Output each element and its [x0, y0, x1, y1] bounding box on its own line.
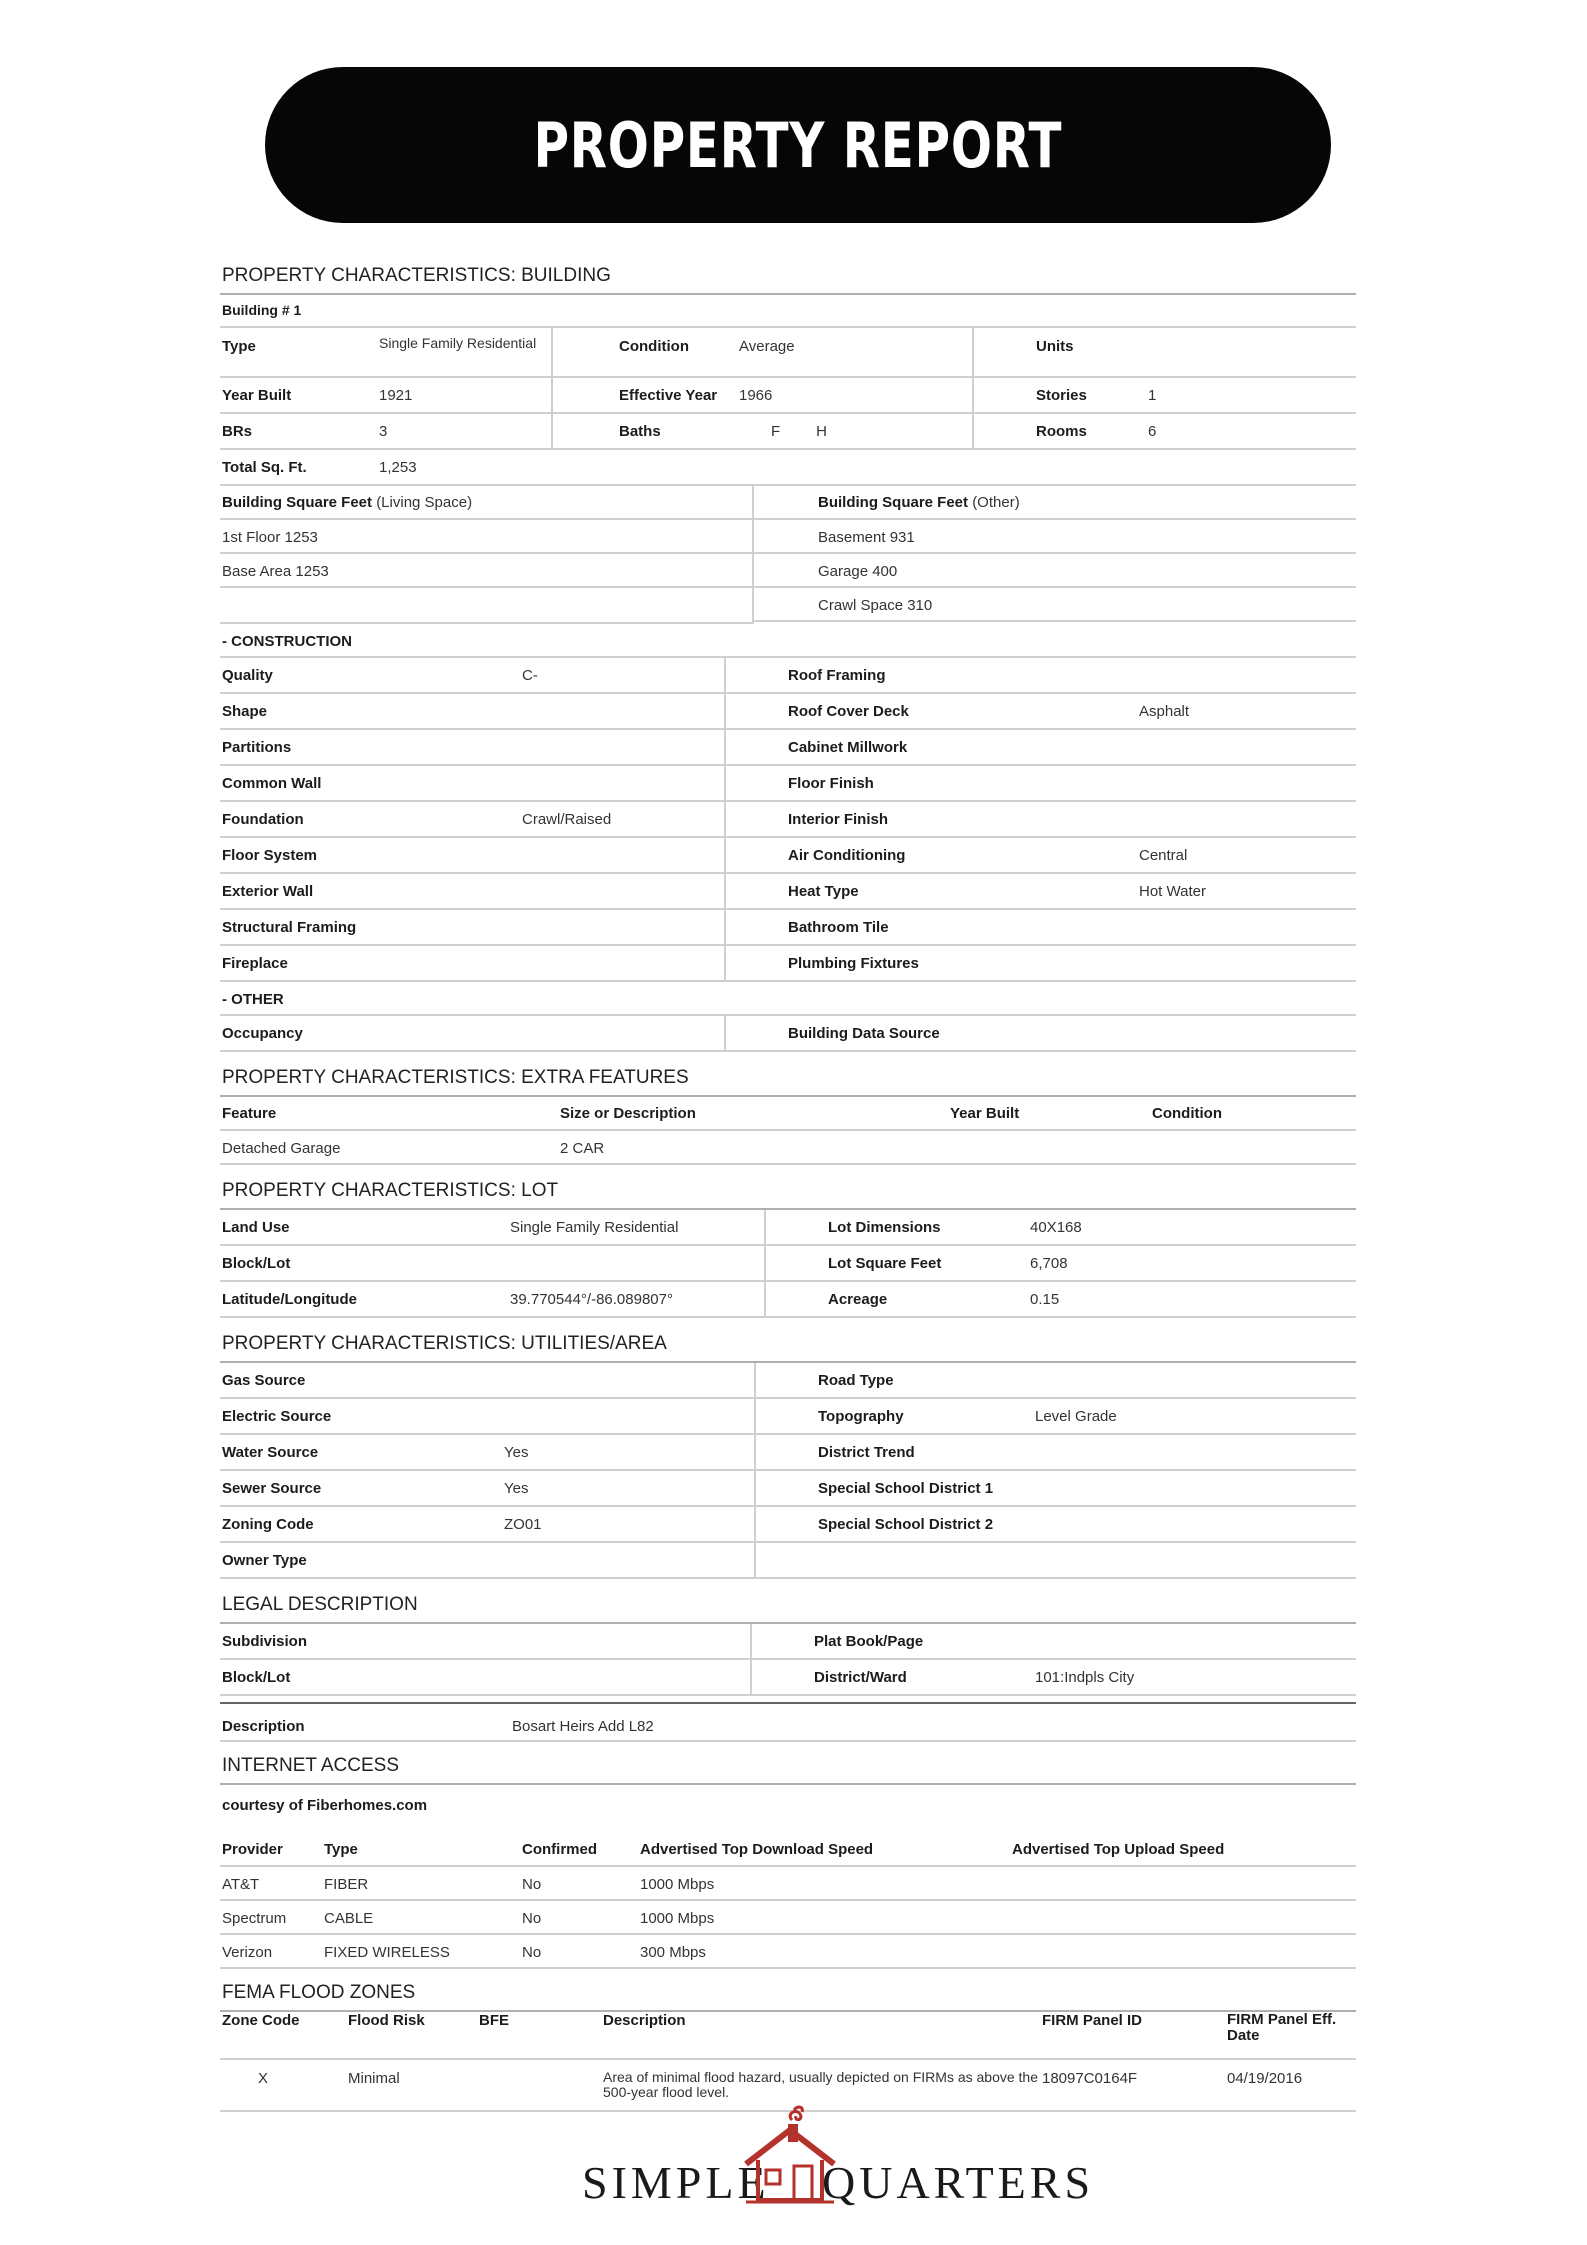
utilities-row-value-left: Yes [504, 1480, 529, 1497]
lot-row [220, 1282, 1356, 1318]
utilities-row-label-left: Zoning Code [222, 1516, 314, 1533]
utilities-row-value-right [1033, 1363, 1037, 1397]
fema-panel-date: 04/19/2016 [1227, 2070, 1303, 2087]
construction-title: - CONSTRUCTION [222, 633, 352, 650]
occupancy-row [220, 1016, 1356, 1052]
internet-upload [1010, 1876, 1014, 1899]
units-value [1146, 328, 1150, 376]
baths-full: F [771, 423, 781, 440]
internet-provider: Verizon [222, 1944, 273, 1961]
effective-year-value: 1966 [739, 387, 773, 404]
courtesy-row [220, 1785, 1356, 1833]
internet-row [220, 1867, 1356, 1901]
utilities-row-value-right: Level Grade [1035, 1408, 1117, 1425]
extra-feature: Detached Garage [222, 1140, 341, 1157]
utilities-row-label-right: Special School District 2 [754, 1507, 1033, 1541]
construction-row-label-left: Shape [222, 703, 268, 720]
extra-size: 2 CAR [560, 1140, 605, 1157]
internet-confirmed: No [522, 1910, 542, 1927]
fema-header-bfe: BFE [479, 2012, 509, 2029]
construction-row [220, 766, 1356, 802]
rooms-label: Rooms [972, 414, 1146, 448]
legal-row-label-left: Block/Lot [222, 1669, 291, 1686]
report-title: PROPERTY REPORT [533, 108, 1063, 182]
internet-table [220, 1867, 1356, 1969]
other-item-row [754, 588, 1356, 622]
fema-zone: X [258, 2070, 269, 2087]
lot-row [220, 1210, 1356, 1246]
fema-title: FEMA FLOOD ZONES [220, 1973, 1356, 2012]
fema-panel-id: 18097C0164F [1042, 2070, 1138, 2087]
legal-row [220, 1660, 1356, 1696]
other-space-column [752, 486, 1356, 624]
extra-header-feature: Feature [222, 1105, 277, 1122]
utilities-row-value-right [1033, 1435, 1037, 1469]
construction-row-value-left [520, 730, 724, 764]
logo-text-right: QUARTERS [822, 2157, 1095, 2208]
legal-row-value-right: 101:Indpls City [1035, 1669, 1135, 1686]
utilities-row-label-left: Gas Source [222, 1372, 306, 1389]
year-built-value: 1921 [379, 387, 413, 404]
internet-header-download: Advertised Top Download Speed [640, 1841, 874, 1858]
lot-row-value-left: 39.770544°/-86.089807° [510, 1291, 673, 1308]
stories-label: Stories [972, 378, 1146, 412]
construction-row-value-left [520, 946, 724, 980]
legal-row-label-right: District/Ward [750, 1660, 1033, 1694]
internet-header-confirmed: Confirmed [522, 1841, 597, 1858]
construction-row-label-right: Interior Finish [724, 802, 1137, 836]
fema-header [220, 2012, 1356, 2060]
other-item: Garage 400 [818, 563, 898, 580]
lot-row-label-right: Lot Dimensions [764, 1210, 1028, 1244]
construction-row [220, 838, 1356, 874]
construction-row-label-right: Plumbing Fixtures [724, 946, 1137, 980]
construction-row [220, 694, 1356, 730]
rooms-value: 6 [1148, 423, 1157, 440]
type-label: Type [222, 338, 256, 355]
utilities-row-label-right: District Trend [754, 1435, 1033, 1469]
internet-confirmed: No [522, 1876, 542, 1893]
construction-row-label-left: Fireplace [222, 955, 288, 972]
utilities-row [220, 1507, 1356, 1543]
construction-row [220, 802, 1356, 838]
construction-row-label-left: Foundation [222, 811, 304, 828]
construction-row-value-left [520, 910, 724, 944]
effective-year-label: Effective Year [551, 378, 735, 412]
description-value: Bosart Heirs Add L82 [512, 1718, 654, 1735]
total-sqft-row [220, 450, 1356, 486]
construction-row-label-right: Floor Finish [724, 766, 1137, 800]
lot-row-label-right: Lot Square Feet [764, 1246, 1028, 1280]
construction-table [220, 658, 1356, 982]
other-item: Crawl Space 310 [818, 597, 933, 614]
utilities-row-value-left [502, 1543, 754, 1577]
internet-download: 1000 Mbps [640, 1876, 715, 1893]
legal-row-label-right: Plat Book/Page [750, 1624, 1033, 1658]
utilities-row-value-left: ZO01 [504, 1516, 542, 1533]
construction-row-label-left: Partitions [222, 739, 292, 756]
other-item-row [754, 554, 1356, 588]
construction-row-value-left [520, 694, 724, 728]
stories-value: 1 [1148, 387, 1157, 404]
extra-feature-row [220, 1131, 1356, 1165]
condition-value: Average [739, 338, 795, 355]
utilities-table [220, 1363, 1356, 1579]
construction-row-label-right: Roof Framing [724, 658, 1137, 692]
construction-row [220, 658, 1356, 694]
living-item-row [220, 520, 752, 554]
construction-row [220, 730, 1356, 766]
utilities-row-value-left [502, 1363, 754, 1397]
fema-header-description: Description [603, 2012, 686, 2029]
construction-row-label-left: Quality [222, 667, 273, 684]
baths-half: H [816, 423, 828, 440]
internet-upload [1010, 1944, 1014, 1967]
extra-features-header [220, 1097, 1356, 1131]
construction-row-value-left [520, 874, 724, 908]
utilities-row-label-right [754, 1543, 1033, 1577]
year-built-label: Year Built [222, 387, 292, 404]
construction-row-label-left: Floor System [222, 847, 318, 864]
internet-header-upload: Advertised Top Upload Speed [1012, 1841, 1225, 1858]
living-item: Base Area 1253 [222, 563, 329, 580]
construction-row-value-right [1137, 910, 1141, 944]
building-data-source-label: Building Data Source [724, 1016, 942, 1050]
utilities-row [220, 1399, 1356, 1435]
internet-download: 1000 Mbps [640, 1910, 715, 1927]
construction-row [220, 910, 1356, 946]
internet-provider: AT&T [222, 1876, 260, 1893]
lot-row-value-right: 40X168 [1030, 1219, 1082, 1236]
legal-row-value-left [502, 1624, 750, 1658]
fema-header-zone: Zone Code [222, 2012, 300, 2029]
living-item-row [220, 554, 752, 588]
description-row [220, 1702, 1356, 1742]
utilities-row-value-right [1033, 1543, 1037, 1577]
fema-risk: Minimal [348, 2070, 400, 2087]
total-sqft-value: 1,253 [379, 459, 417, 476]
utilities-row-value-left: Yes [504, 1444, 529, 1461]
fema-header-panel-id: FIRM Panel ID [1042, 2012, 1143, 2029]
internet-row [220, 1935, 1356, 1969]
utilities-row-label-left: Electric Source [222, 1408, 332, 1425]
units-label: Units [972, 328, 1146, 376]
utilities-title: PROPERTY CHARACTERISTICS: UTILITIES/AREA [220, 1324, 1356, 1363]
baths-value [735, 414, 972, 448]
extra-header-condition: Condition [1152, 1105, 1222, 1122]
building-number-row [220, 295, 1356, 328]
construction-row-value-right [1137, 766, 1141, 800]
internet-type: FIXED WIRELESS [324, 1944, 450, 1961]
construction-row-value-right: Asphalt [1139, 703, 1190, 720]
brs-label: BRs [222, 423, 253, 440]
other-header [220, 982, 1356, 1016]
utilities-row-label-left: Water Source [222, 1444, 319, 1461]
construction-row-value-right [1137, 658, 1141, 692]
lot-title: PROPERTY CHARACTERISTICS: LOT [220, 1171, 1356, 1210]
living-item-row [220, 588, 752, 624]
type-value: Single Family Residential [379, 335, 537, 351]
extra-header-year: Year Built [950, 1105, 1020, 1122]
other-item-row [754, 520, 1356, 554]
building-section-title: PROPERTY CHARACTERISTICS: BUILDING [220, 256, 1356, 295]
square-feet-block [220, 486, 1356, 624]
construction-row-label-right: Roof Cover Deck [724, 694, 1137, 728]
construction-row-value-left: Crawl/Raised [522, 811, 612, 828]
legal-title: LEGAL DESCRIPTION [220, 1585, 1356, 1624]
fema-header-risk: Flood Risk [348, 2012, 425, 2029]
utilities-row-label-right: Road Type [754, 1363, 1033, 1397]
construction-row-label-right: Cabinet Millwork [724, 730, 1137, 764]
report-body [220, 254, 1356, 2112]
utilities-row-label-left: Sewer Source [222, 1480, 322, 1497]
internet-header [220, 1833, 1356, 1867]
construction-row-label-left: Structural Framing [222, 919, 357, 936]
logo-text-left: SIMPLE [582, 2157, 770, 2208]
condition-label: Condition [551, 328, 735, 376]
brs-row [220, 414, 1356, 450]
internet-row [220, 1901, 1356, 1935]
internet-confirmed: No [522, 1944, 542, 1961]
internet-provider: Spectrum [222, 1910, 287, 1927]
internet-title: INTERNET ACCESS [220, 1746, 1356, 1785]
construction-row-label-right: Air Conditioning [724, 838, 1137, 872]
legal-row-label-left: Subdivision [222, 1633, 308, 1650]
extra-header-size: Size or Description [560, 1105, 696, 1122]
building-number: Building # 1 [222, 302, 302, 318]
internet-download: 300 Mbps [640, 1944, 706, 1961]
lot-row-label-left: Latitude/Longitude [222, 1291, 357, 1308]
internet-header-provider: Provider [222, 1841, 283, 1858]
utilities-row-value-right [1033, 1507, 1037, 1541]
extra-condition [1150, 1140, 1154, 1163]
construction-row-label-right: Heat Type [724, 874, 1137, 908]
lot-row-label-left: Block/Lot [222, 1255, 291, 1272]
utilities-row [220, 1471, 1356, 1507]
other-space-label: Building Square Feet [818, 494, 969, 511]
internet-type: CABLE [324, 1910, 374, 1927]
internet-type: FIBER [324, 1876, 369, 1893]
simple-quarters-logo [582, 2100, 1095, 2210]
utilities-row-value-right [1033, 1471, 1037, 1505]
fema-header-panel-date: FIRM Panel Eff. Date [1227, 2011, 1337, 2044]
living-space-column [220, 486, 752, 624]
extra-features-title: PROPERTY CHARACTERISTICS: EXTRA FEATURES [220, 1058, 1356, 1097]
internet-header-type: Type [324, 1841, 358, 1858]
description-label: Description [222, 1718, 305, 1735]
other-space-header [754, 486, 1356, 520]
baths-label: Baths [551, 414, 735, 448]
construction-row-value-right [1137, 802, 1141, 836]
construction-row-label-right: Bathroom Tile [724, 910, 1137, 944]
legal-table [220, 1624, 1356, 1696]
internet-upload [1010, 1910, 1014, 1933]
construction-row-label-left: Common Wall [222, 775, 322, 792]
construction-row-value-right: Central [1139, 847, 1188, 864]
utilities-row-label-right: Special School District 1 [754, 1471, 1033, 1505]
lot-row-value-right: 6,708 [1030, 1255, 1068, 1272]
construction-row-label-left: Exterior Wall [222, 883, 314, 900]
lot-row-value-left: Single Family Residential [510, 1219, 679, 1236]
building-type-row [220, 328, 1356, 378]
construction-row-value-left [520, 766, 724, 800]
utilities-row-label-right: Topography [754, 1399, 1033, 1433]
legal-row-value-right [1033, 1624, 1037, 1658]
courtesy-text: courtesy of Fiberhomes.com [222, 1797, 428, 1814]
construction-row-value-right: Hot Water [1139, 883, 1206, 900]
utilities-row-value-left [502, 1399, 754, 1433]
living-space-header [220, 486, 752, 520]
brs-value: 3 [379, 423, 388, 440]
lot-row-label-left: Land Use [222, 1219, 290, 1236]
lot-table [220, 1210, 1356, 1318]
other-title: - OTHER [222, 991, 284, 1008]
extra-year [948, 1140, 1150, 1163]
lot-row-label-right: Acreage [764, 1282, 1028, 1316]
utilities-row [220, 1543, 1356, 1579]
report-banner [265, 67, 1331, 223]
other-space-note: (Other) [972, 494, 1020, 511]
lot-row-value-right: 0.15 [1030, 1291, 1060, 1308]
fema-description: Area of minimal flood hazard, usually depicted on FIRMs as above the 500-year flood level. [603, 2069, 1039, 2100]
living-space-note: (Living Space) [376, 494, 473, 511]
living-item: 1st Floor 1253 [222, 529, 318, 546]
other-item: Basement 931 [818, 529, 915, 546]
utilities-row [220, 1435, 1356, 1471]
construction-header [220, 624, 1356, 658]
lot-row [220, 1246, 1356, 1282]
utilities-row [220, 1363, 1356, 1399]
total-sqft-label: Total Sq. Ft. [222, 459, 307, 476]
construction-row-value-right [1137, 730, 1141, 764]
year-built-row [220, 378, 1356, 414]
living-space-label: Building Square Feet [222, 494, 373, 511]
construction-row-value-left: C- [522, 667, 538, 684]
construction-row [220, 874, 1356, 910]
construction-row-value-right [1137, 946, 1141, 980]
utilities-row-label-left: Owner Type [222, 1552, 307, 1569]
legal-row [220, 1624, 1356, 1660]
construction-row-value-left [520, 838, 724, 872]
legal-row-value-left [502, 1660, 750, 1694]
occupancy-label: Occupancy [222, 1025, 303, 1042]
lot-row-value-left [508, 1246, 764, 1280]
construction-row [220, 946, 1356, 982]
